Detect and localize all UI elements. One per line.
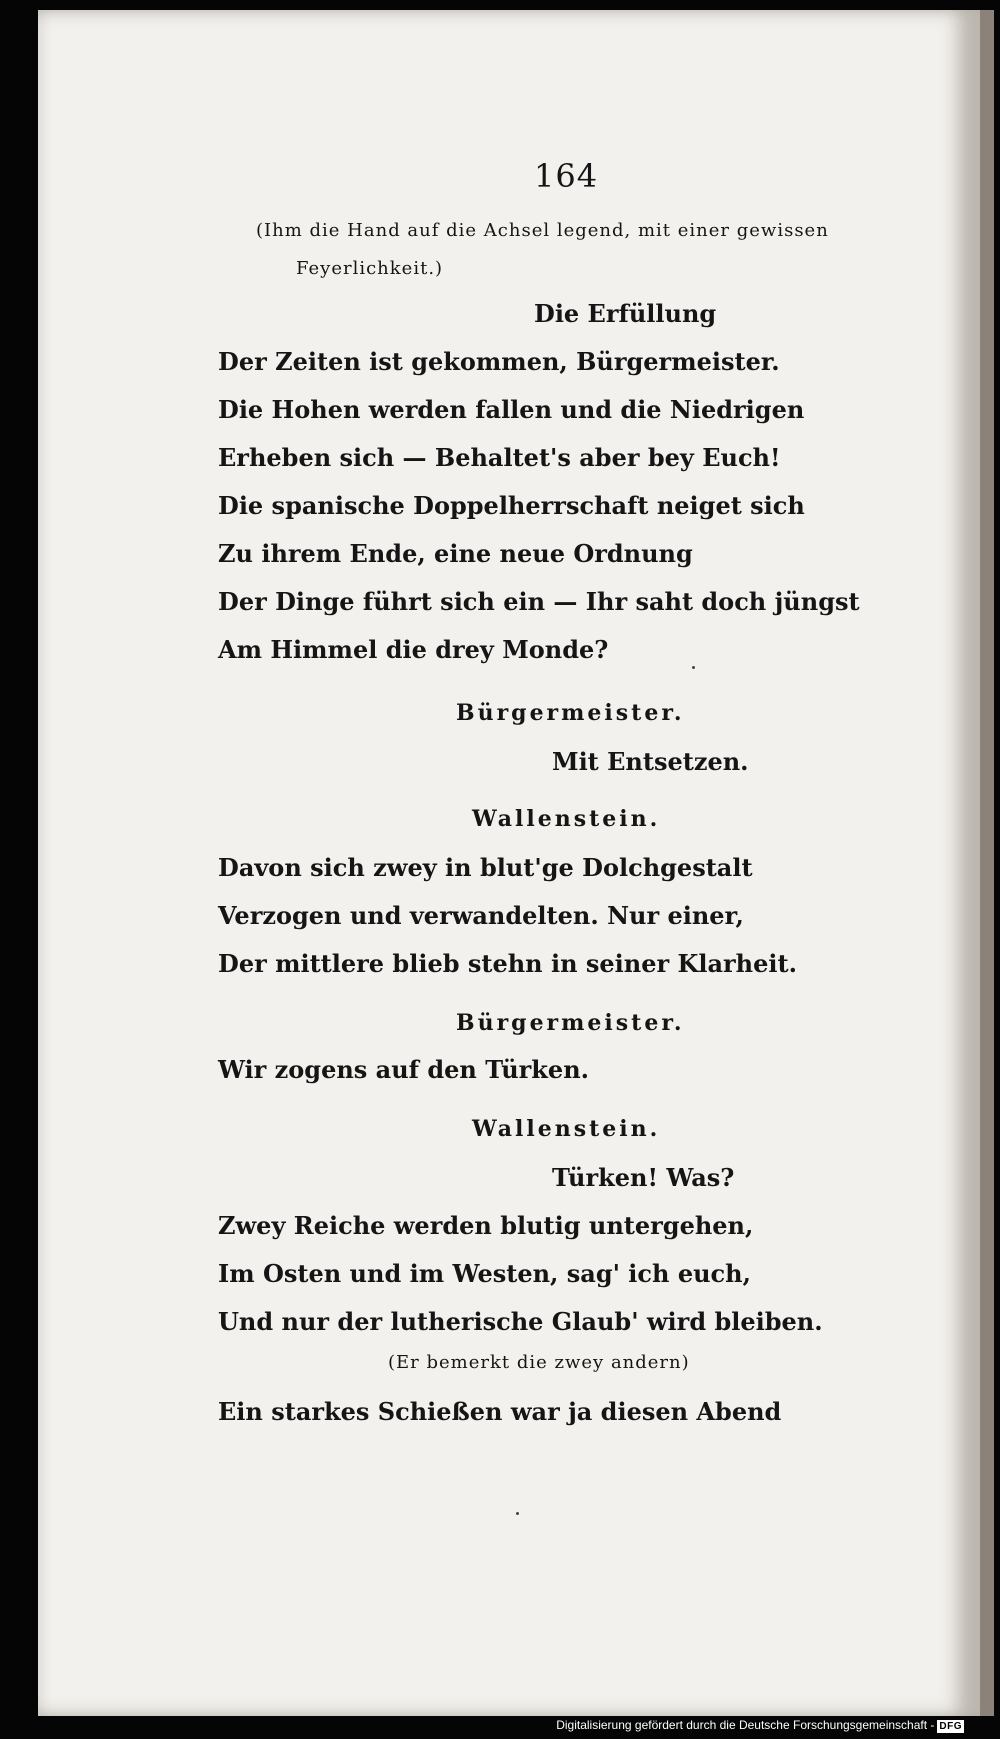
speaker-name: Bürgermeister.	[456, 1010, 685, 1036]
paper-speck	[692, 666, 695, 669]
verse-line: Der Zeiten ist gekommen, Bürgermeister.	[218, 347, 780, 376]
speaker-name: Wallenstein.	[472, 806, 661, 832]
verse-line: Türken! Was?	[552, 1163, 735, 1192]
verse-line: Die Erfüllung	[534, 299, 717, 328]
verse-line: Ein starkes Schießen war ja diesen Abend	[218, 1397, 782, 1426]
verse-line: Davon sich zwey in blut'ge Dolchgestalt	[218, 853, 753, 882]
speaker-name: Bürgermeister.	[456, 700, 685, 726]
verse-line: Wir zogens auf den Türken.	[218, 1055, 589, 1084]
verse-line: Verzogen und verwandelten. Nur einer,	[218, 901, 744, 930]
verse-line: Zu ihrem Ende, eine neue Ordnung	[218, 539, 693, 568]
stage-direction: (Ihm die Hand auf die Achsel legend, mit einer gewissen	[256, 220, 829, 241]
verse-line: Zwey Reiche werden blutig untergehen,	[218, 1211, 754, 1240]
book-page	[38, 10, 994, 1716]
credit-text: Digitalisierung gefördert durch die Deutsche Forschungsgemeinschaft -	[556, 1718, 935, 1732]
verse-line: Der Dinge führt sich ein — Ihr saht doch jüngst	[218, 587, 860, 616]
verse-line: Im Osten und im Westen, sag' ich euch,	[218, 1259, 751, 1288]
verse-line: Der mittlere blieb stehn in seiner Klarheit.	[218, 949, 797, 978]
paper-speck	[516, 1512, 519, 1515]
speaker-name: Wallenstein.	[472, 1116, 661, 1142]
dfg-logo: DFG	[939, 1721, 962, 1732]
digitization-credit	[556, 1718, 964, 1733]
verse-line: Die Hohen werden fallen und die Niedrigen	[218, 395, 805, 424]
verse-line: Und nur der lutherische Glaub' wird bleiben.	[218, 1307, 823, 1336]
stage-direction: Feyerlichkeit.)	[296, 258, 444, 279]
page-number: 164	[534, 157, 599, 195]
verse-line: Erheben sich — Behaltet's aber bey Euch!	[218, 443, 781, 472]
stage-direction: (Er bemerkt die zwey andern)	[388, 1352, 690, 1373]
verse-line: Die spanische Doppelherrschaft neiget sich	[218, 491, 805, 520]
verse-line: Mit Entsetzen.	[552, 747, 749, 776]
verse-line: Am Himmel die drey Monde?	[218, 635, 609, 664]
